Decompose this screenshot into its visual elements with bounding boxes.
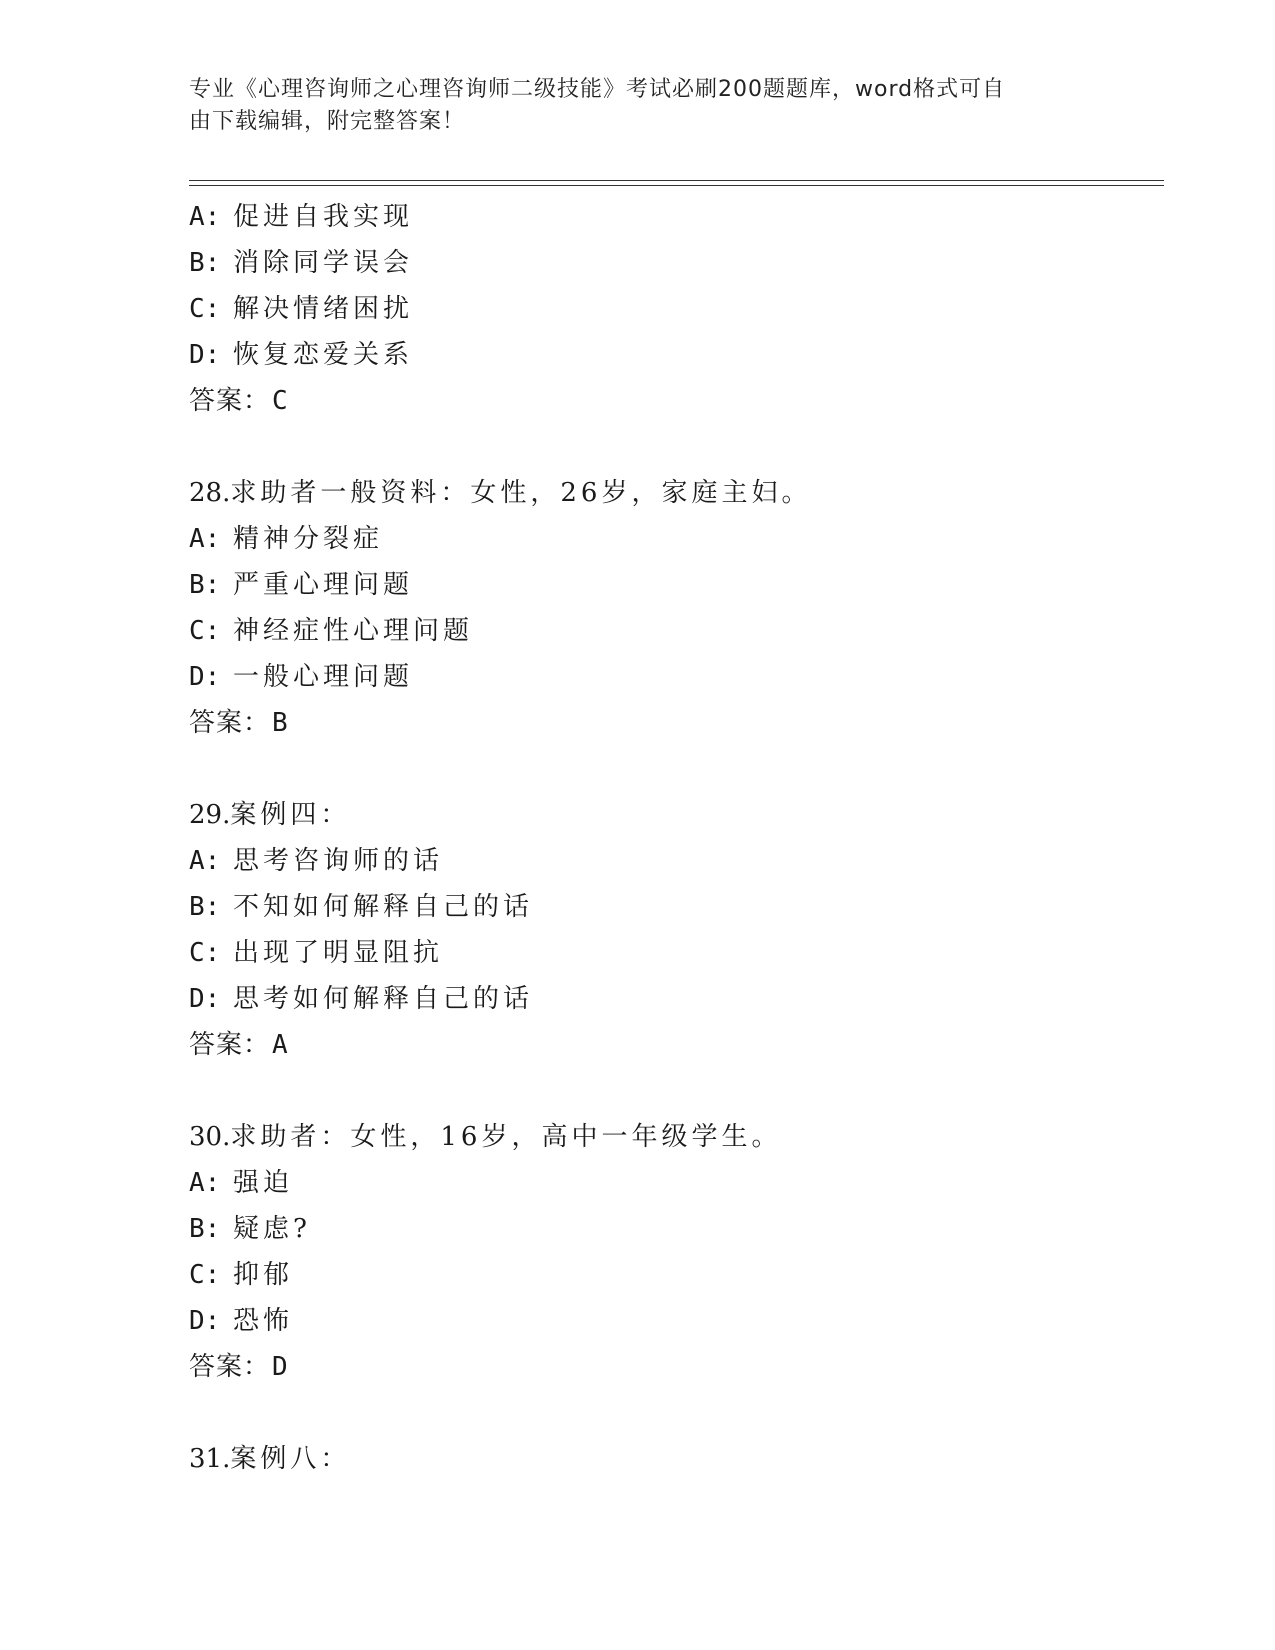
option-text: 一般心理问题	[233, 662, 414, 692]
option-text: 恢复恋爱关系	[233, 340, 414, 370]
question-stem	[189, 792, 1169, 838]
option-a	[189, 194, 1169, 240]
option-b	[189, 1206, 1169, 1252]
question-text: 求助者一般资料：女性，26岁，家庭主妇。	[230, 478, 812, 508]
option-label: D:	[189, 1306, 221, 1336]
option-b	[189, 884, 1169, 930]
question-number: 30.	[189, 1122, 231, 1152]
header-divider-top	[189, 180, 1164, 181]
option-text: 不知如何解释自己的话	[233, 892, 534, 922]
question-number: 31.	[189, 1444, 231, 1474]
option-label: C:	[189, 616, 221, 646]
option-b	[189, 240, 1169, 286]
spacer	[189, 424, 1169, 470]
option-text: 消除同学误会	[233, 248, 414, 278]
option-c	[189, 608, 1169, 654]
question-number: 28.	[189, 478, 231, 508]
option-label: B:	[189, 892, 221, 922]
option-b	[189, 562, 1169, 608]
answer-label: 答案：	[189, 708, 271, 738]
option-text: 抑郁	[233, 1260, 294, 1290]
option-label: B:	[189, 1214, 221, 1244]
option-label: A:	[189, 202, 221, 232]
answer-line	[189, 378, 1169, 424]
question-stem	[189, 470, 1169, 516]
question-text: 案例八：	[230, 1444, 351, 1474]
option-text: 促进自我实现	[233, 202, 414, 232]
option-label: A:	[189, 1168, 221, 1198]
option-text: 思考如何解释自己的话	[233, 984, 534, 1014]
answer-line	[189, 1344, 1169, 1390]
option-text: 解决情绪困扰	[233, 294, 414, 324]
question-continued	[189, 194, 1169, 424]
option-a	[189, 516, 1169, 562]
header-line-1: 专业《心理咨询师之心理咨询师二级技能》考试必刷200题题库，word格式可自	[189, 77, 1006, 102]
option-label: C:	[189, 938, 221, 968]
option-d	[189, 332, 1169, 378]
header-line-2: 由下载编辑，附完整答案！	[189, 109, 466, 134]
option-d	[189, 1298, 1169, 1344]
option-label: B:	[189, 570, 221, 600]
option-label: D:	[189, 984, 221, 1014]
answer-value: B	[272, 708, 289, 738]
option-label: A:	[189, 846, 221, 876]
spacer	[189, 746, 1169, 792]
option-text: 出现了明显阻抗	[233, 938, 444, 968]
option-label: B:	[189, 248, 221, 278]
question-28	[189, 470, 1169, 746]
question-number: 29.	[189, 800, 231, 830]
option-text: 严重心理问题	[233, 570, 414, 600]
option-c	[189, 286, 1169, 332]
answer-value: A	[272, 1030, 289, 1060]
option-text: 思考咨询师的话	[233, 846, 444, 876]
page-header	[189, 74, 1089, 138]
answer-label: 答案：	[189, 1352, 271, 1382]
question-stem	[189, 1436, 1169, 1482]
option-d	[189, 654, 1169, 700]
question-29	[189, 792, 1169, 1068]
option-d	[189, 976, 1169, 1022]
option-a	[189, 838, 1169, 884]
spacer	[189, 1068, 1169, 1114]
question-text: 求助者：女性，16岁，高中一年级学生。	[230, 1122, 782, 1152]
option-text: 疑虑?	[233, 1214, 311, 1244]
answer-label: 答案：	[189, 386, 271, 416]
spacer	[189, 1390, 1169, 1436]
option-text: 精神分裂症	[233, 524, 384, 554]
option-text: 恐怖	[233, 1306, 294, 1336]
answer-line	[189, 1022, 1169, 1068]
question-stem	[189, 1114, 1169, 1160]
question-30	[189, 1114, 1169, 1390]
answer-value: D	[272, 1352, 289, 1382]
option-label: D:	[189, 662, 221, 692]
header-divider-bottom	[189, 185, 1164, 186]
option-label: A:	[189, 524, 221, 554]
option-label: C:	[189, 1260, 221, 1290]
option-label: C:	[189, 294, 221, 324]
answer-value: C	[272, 386, 289, 416]
option-label: D:	[189, 340, 221, 370]
answer-line	[189, 700, 1169, 746]
option-c	[189, 1252, 1169, 1298]
question-list	[189, 194, 1169, 1482]
option-text: 强迫	[233, 1168, 294, 1198]
question-text: 案例四：	[230, 800, 351, 830]
option-c	[189, 930, 1169, 976]
option-a	[189, 1160, 1169, 1206]
answer-label: 答案：	[189, 1030, 271, 1060]
option-text: 神经症性心理问题	[233, 616, 474, 646]
question-31	[189, 1436, 1169, 1482]
